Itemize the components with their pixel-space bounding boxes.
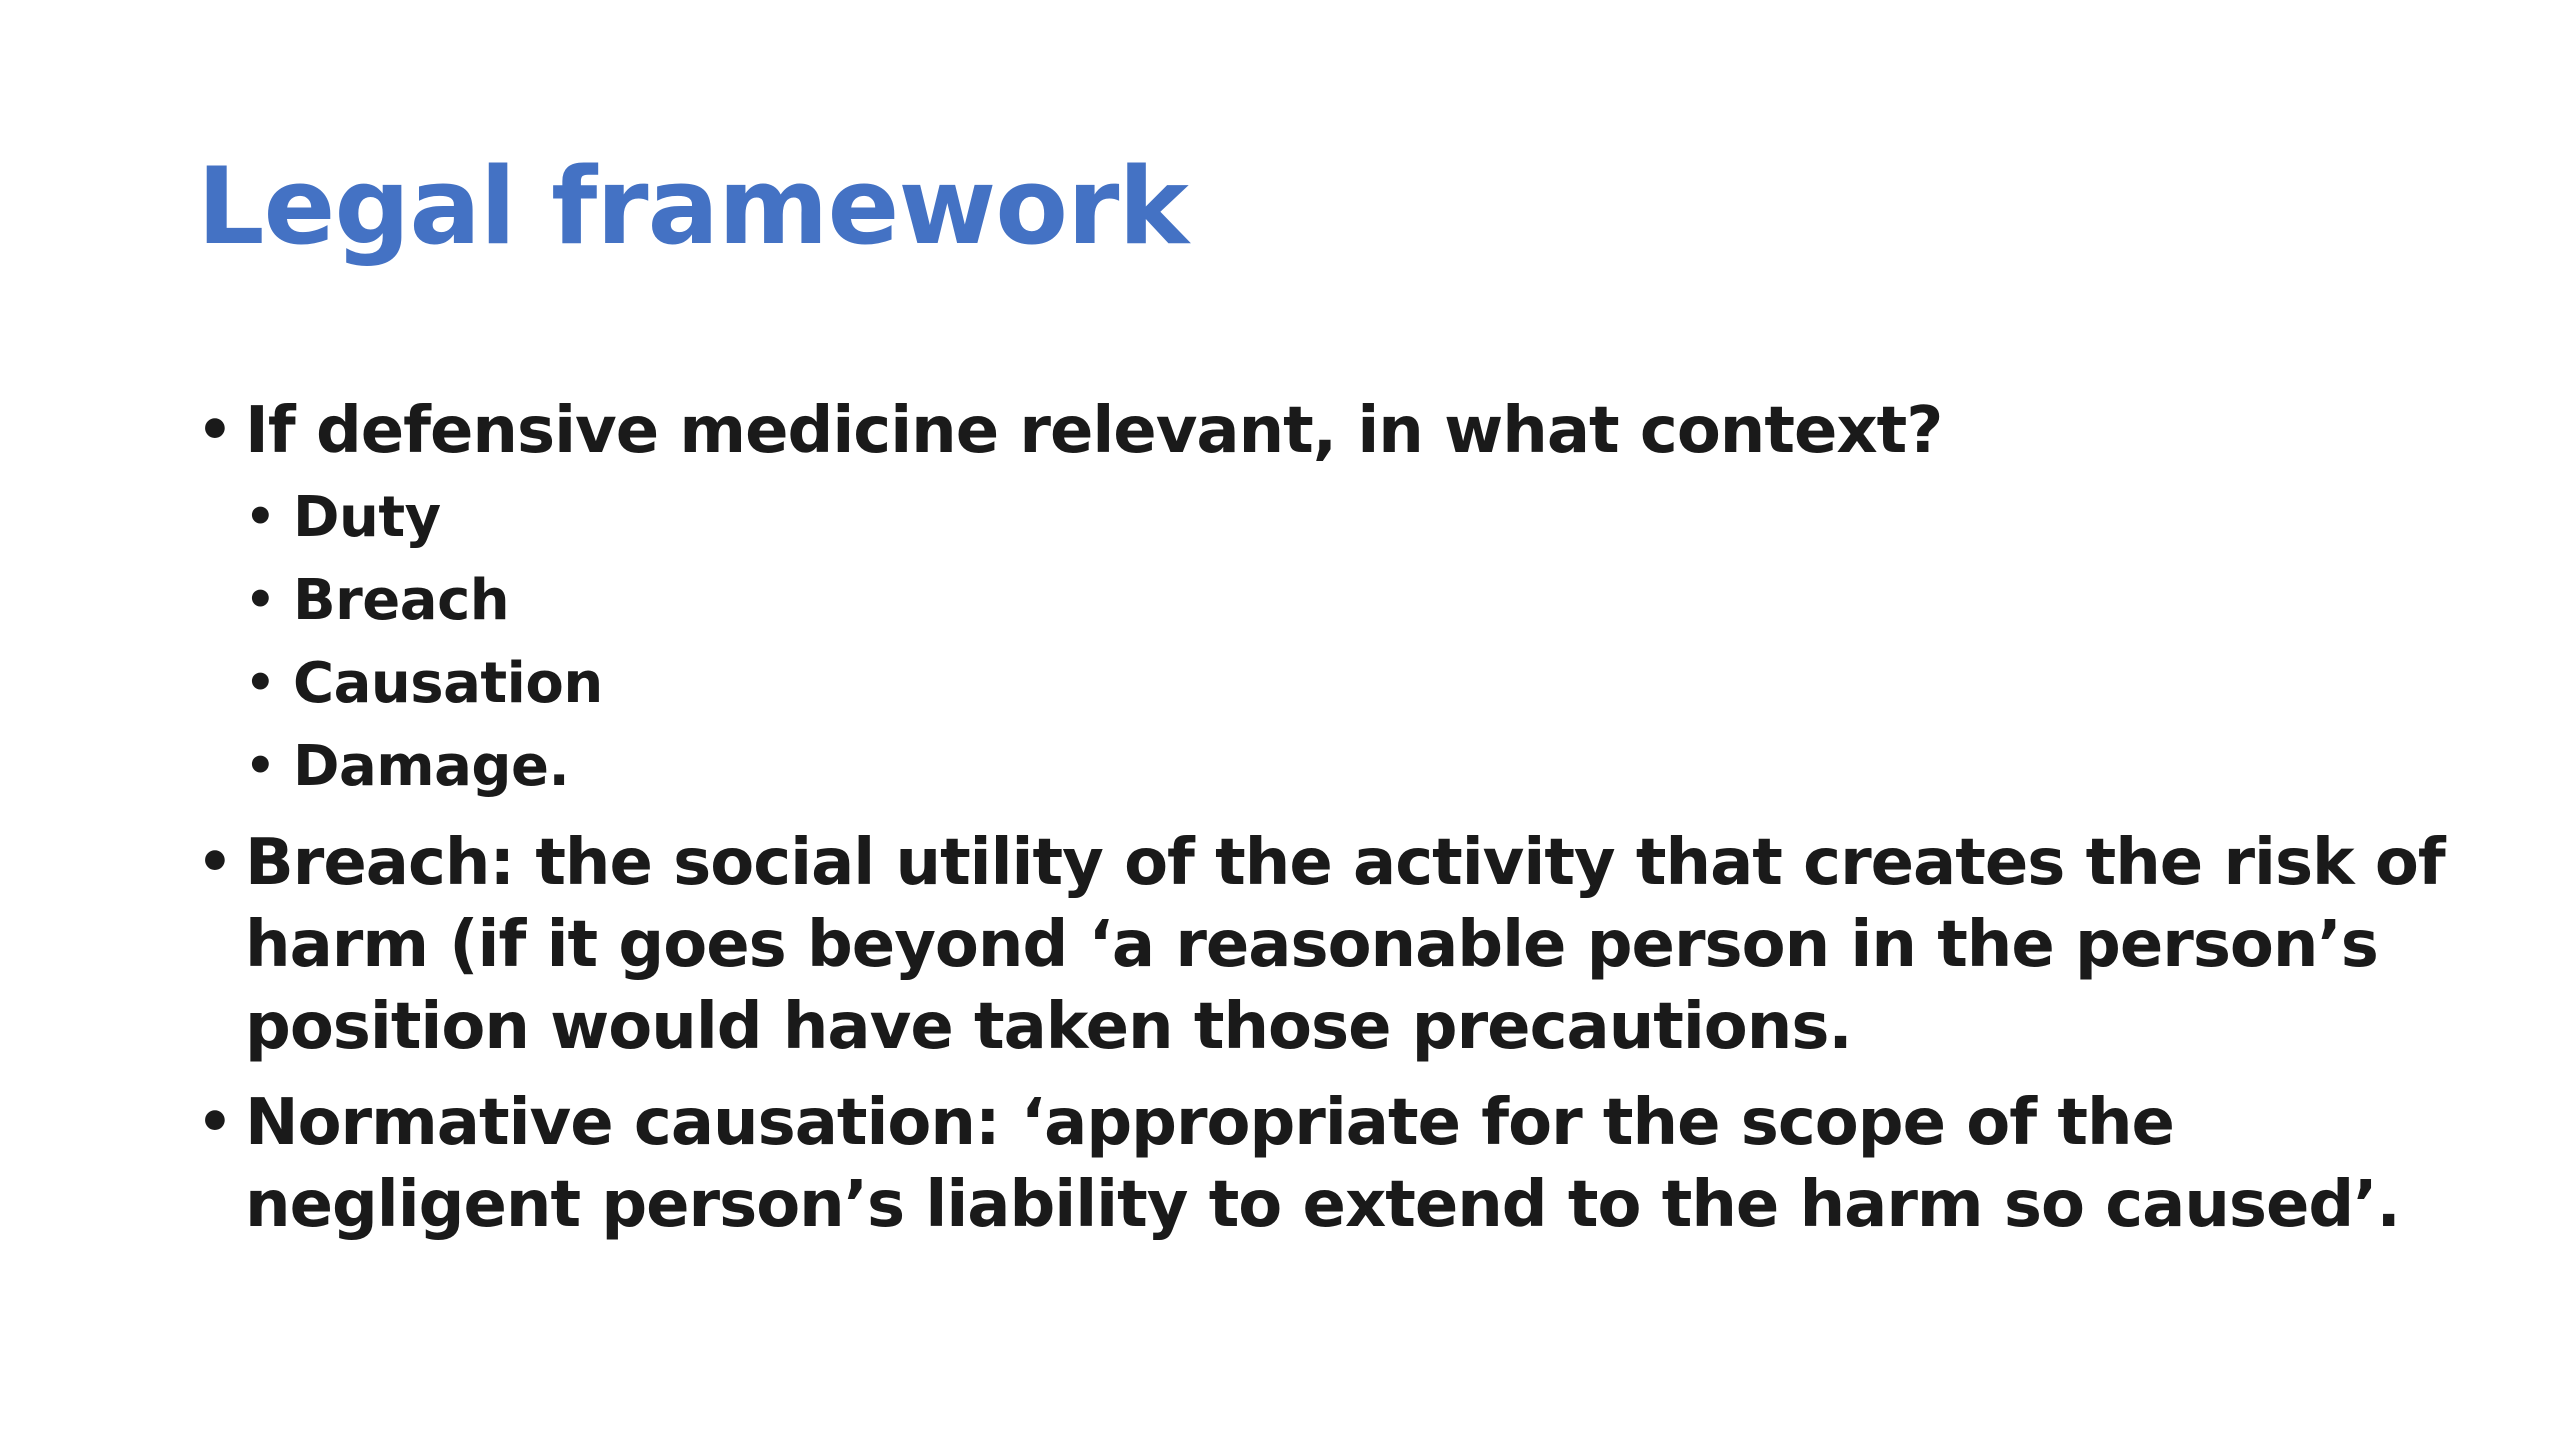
sub-bullet-list <box>245 476 2457 808</box>
bullet-dot-icon: • <box>245 655 276 711</box>
bullet-dot-icon: • <box>197 1090 232 1155</box>
bullet-list <box>197 390 2457 1260</box>
sub-bullet-text: Duty <box>293 485 441 550</box>
sub-bullet-text: Damage. <box>293 734 570 799</box>
slide-title: Legal framework <box>197 145 1188 268</box>
bullet-dot-icon: • <box>245 489 276 545</box>
bullet-dot-icon: • <box>197 830 232 895</box>
sub-bullet-item <box>245 476 2457 559</box>
bullet-dot-icon: • <box>245 738 276 794</box>
bullet-text: Normative causation: ‘appropriate for the scope of the negligent person’s liability to extend to the harm so caused’. <box>245 1086 2400 1242</box>
sub-bullet-text: Breach <box>293 568 510 633</box>
bullet-text: Breach: the social utility of the activity that creates the risk of harm (if it goes beyond ‘a reasonable person in the person’s position would have taken those precautions. <box>245 826 2445 1064</box>
bullet-dot-icon: • <box>245 572 276 628</box>
sub-bullet-text: Causation <box>293 651 603 716</box>
bullet-text: If defensive medicine relevant, in what context? <box>245 394 1943 468</box>
sub-bullet-item <box>245 642 2457 725</box>
sub-bullet-item <box>245 725 2457 808</box>
bullet-dot-icon: • <box>197 398 232 463</box>
bullet-item <box>197 822 2457 1068</box>
bullet-item <box>197 390 2457 808</box>
sub-bullet-item <box>245 559 2457 642</box>
bullet-item <box>197 1082 2457 1246</box>
